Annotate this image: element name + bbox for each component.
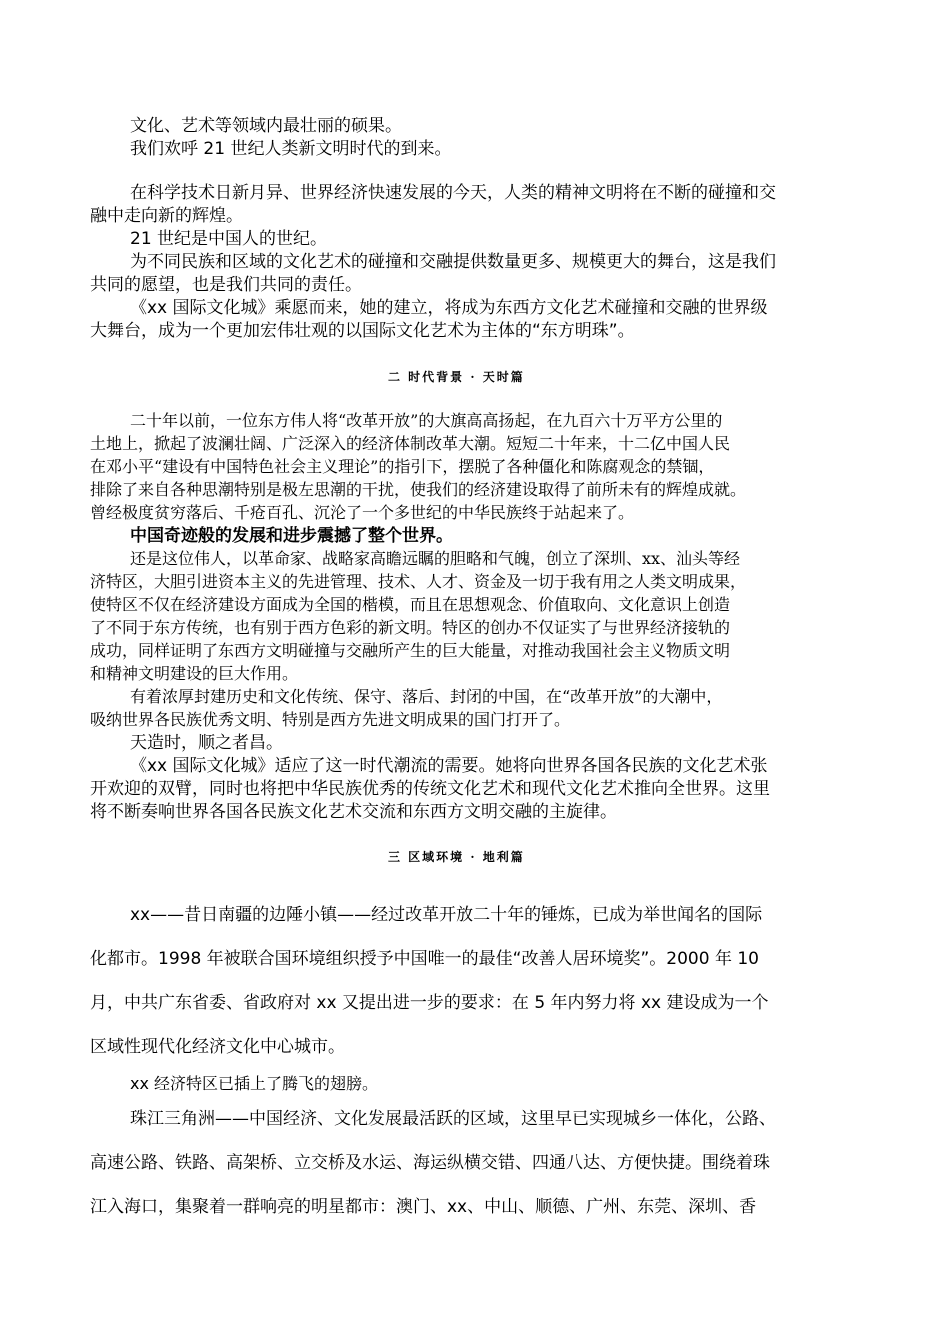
paragraph-line: 《xx 国际文化城》适应了这一时代潮流的需要。她将向世界各国各民族的文化艺术张 <box>130 756 768 776</box>
paragraph-line: 高速公路、铁路、高架桥、立交桥及水运、海运纵横交错、四通八达、方便快捷。围绕着珠 <box>90 1153 770 1173</box>
paragraph-line: 开欢迎的双臂，同时也将把中华民族优秀的传统文化艺术和现代文化艺术推向全世界。这里 <box>90 779 770 799</box>
section-heading: 三 区域环境 · 地利篇 <box>388 850 525 864</box>
paragraph-line: 大舞台，成为一个更加宏伟壮观的以国际文化艺术为主体的“东方明珠”。 <box>90 321 635 341</box>
paragraph-line: 了不同于东方传统，也有别于西方色彩的新文明。特区的创办不仅证实了与世界经济接轨的 <box>90 618 731 637</box>
paragraph-line: 和精神文明建设的巨大作用。 <box>90 664 299 683</box>
paragraph-line: 为不同民族和区域的文化艺术的碰撞和交融提供数量更多、规模更大的舞台，这是我们 <box>130 252 776 272</box>
paragraph-line: 珠江三角洲——中国经济、文化发展最活跃的区域，这里早已实现城乡一体化，公路、 <box>130 1109 776 1129</box>
bold-statement: 中国奇迹般的发展和进步震撼了整个世界。 <box>130 526 453 546</box>
paragraph-line: 曾经极度贫穷落后、千疮百孔、沉沦了一个多世纪的中华民族终于站起来了。 <box>90 503 635 522</box>
paragraph-line: 在科学技术日新月异、世界经济快速发展的今天，人类的精神文明将在不断的碰撞和交 <box>130 183 776 203</box>
paragraph-line: 土地上，掀起了波澜壮阔、广泛深入的经济体制改革大潮。短短二十年来，十二亿中国人民 <box>90 434 731 453</box>
paragraph-line: 我们欢呼 21 世纪人类新文明时代的到来。 <box>130 139 452 159</box>
paragraph-line: 有着浓厚封建历史和文化传统、保守、落后、封闭的中国，在“改革开放”的大潮中， <box>130 687 723 706</box>
paragraph-line: 天造时，顺之者昌。 <box>130 733 283 753</box>
paragraph-line: 《xx 国际文化城》乘愿而来，她的建立，将成为东西方文化艺术碰撞和交融的世界级 <box>130 298 768 318</box>
paragraph-line: 化都市。1998 年被联合国环境组织授予中国唯一的最佳“改善人居环境奖”。2000 年 10 <box>90 949 759 969</box>
paragraph-line: 区域性现代化经济文化中心城市。 <box>90 1037 345 1057</box>
paragraph-line: xx 经济特区已插上了腾飞的翅膀。 <box>130 1074 379 1093</box>
paragraph-line: 成功，同样证明了东西方文明碰撞与交融所产生的巨大能量，对推动我国社会主义物质文明 <box>90 641 731 660</box>
paragraph-line: 使特区不仅在经济建设方面成为全国的楷模，而且在思想观念、价值取向、文化意识上创造 <box>90 595 731 614</box>
paragraph-line: 吸纳世界各民族优秀文明、特别是西方先进文明成果的国门打开了。 <box>90 710 571 729</box>
paragraph-line: 月，中共广东省委、省政府对 xx 又提出进一步的要求：在 5 年内努力将 xx 建设成为一个 <box>90 993 769 1013</box>
paragraph-line: 融中走向新的辉煌。 <box>90 206 243 226</box>
section-heading: 二 时代背景 · 天时篇 <box>388 370 525 384</box>
paragraph-line: 还是这位伟人，以革命家、战略家高瞻远瞩的胆略和气魄，创立了深圳、xx、汕头等经 <box>130 549 741 568</box>
paragraph-line: xx——昔日南疆的边陲小镇——经过改革开放二十年的锤炼，已成为举世闻名的国际 <box>130 905 763 925</box>
paragraph-line: 排除了来自各种思潮特别是极左思潮的干扰，使我们的经济建设取得了前所未有的辉煌成就。 <box>90 480 747 499</box>
paragraph-line: 二十年以前，一位东方伟人将“改革开放”的大旗高高扬起，在九百六十万平方公里的 <box>130 411 723 430</box>
paragraph-line: 江入海口，集聚着一群响亮的明星都市：澳门、xx、中山、顺德、广州、东莞、深圳、香 <box>90 1197 757 1217</box>
paragraph-line: 将不断奏响世界各国各民族文化艺术交流和东西方文明交融的主旋律。 <box>90 802 617 822</box>
paragraph-line: 济特区，大胆引进资本主义的先进管理、技术、人才、资金及一切于我有用之人类文明成果， <box>90 572 747 591</box>
paragraph-line: 在邓小平“建设有中国特色社会主义理论”的指引下，摆脱了各种僵化和陈腐观念的禁锢， <box>90 457 715 476</box>
paragraph-line: 共同的愿望，也是我们共同的责任。 <box>90 275 362 295</box>
paragraph-line: 文化、艺术等领域内最壮丽的硕果。 <box>130 116 402 136</box>
paragraph-line: 21 世纪是中国人的世纪。 <box>130 229 328 249</box>
